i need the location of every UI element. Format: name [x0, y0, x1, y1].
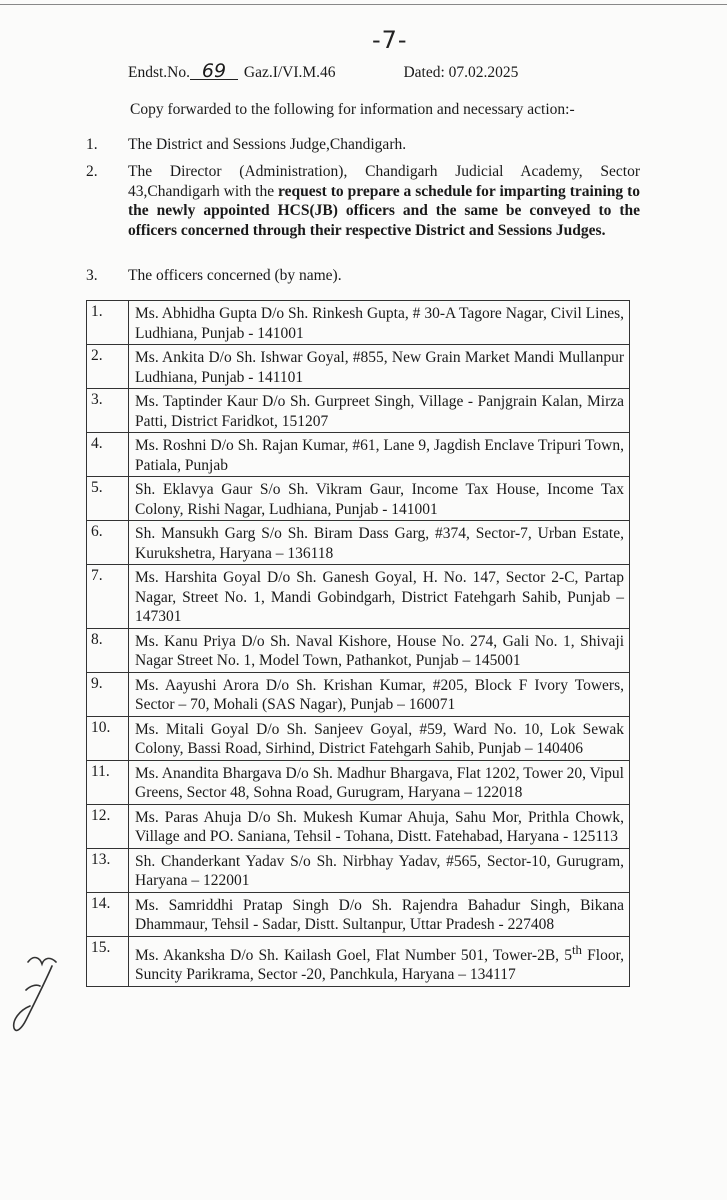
list-item-number: 2. — [86, 163, 98, 180]
officer-address: Ms. Harshita Goyal D/o Sh. Ganesh Goyal, H. No. 147, Sector 2-C, Partap Nagar, Street No. 1, Mandi Gobindgarh, District Fatehgarh Sahib, Punjab – 147301 — [129, 565, 630, 629]
table-row — [87, 848, 630, 892]
endorsement-reference: Gaz.I/VI.M.46 — [243, 64, 336, 81]
list-item-1 — [86, 135, 639, 155]
serial-number: 3. — [87, 389, 129, 433]
list-item-3 — [86, 266, 639, 286]
table-row — [87, 760, 630, 804]
serial-number: 14. — [87, 892, 129, 936]
officer-address: Ms. Roshni D/o Sh. Rajan Kumar, #61, Lane 9, Jagdish Enclave Tripuri Town, Patiala, Punjab — [129, 433, 630, 477]
handwritten-signature — [6, 950, 66, 1040]
serial-number: 1. — [87, 301, 129, 345]
list-item-text: The officers concerned (by name). — [128, 267, 342, 284]
officer-address: Ms. Samriddhi Pratap Singh D/o Sh. Rajendra Bahadur Singh, Bikana Dhammaur, Tehsil - Sadar, Distt. Sultanpur, Uttar Pradesh - 227408 — [129, 892, 630, 936]
officer-address: Sh. Chanderkant Yadav S/o Sh. Nirbhay Yadav, #565, Sector-10, Gurugram, Haryana – 122001 — [129, 848, 630, 892]
table-row — [87, 804, 630, 848]
serial-number: 2. — [87, 345, 129, 389]
dated-value: 07.02.2025 — [448, 64, 519, 81]
officer-address: Ms. Anandita Bhargava D/o Sh. Madhur Bhargava, Flat 1202, Tower 20, Vipul Greens, Sector 48, Sohna Road, Gurugram, Haryana – 122018 — [129, 760, 630, 804]
table-row — [87, 628, 630, 672]
table-row — [87, 892, 630, 936]
serial-number: 4. — [87, 433, 129, 477]
endorsement-prefix: Endst.No. — [128, 64, 190, 81]
serial-number: 12. — [87, 804, 129, 848]
serial-number: 9. — [87, 672, 129, 716]
officer-address-part: Floor, Suncity Parikrama, Sector -20, Panchkula, Haryana – 134117 — [135, 946, 625, 984]
serial-number: 8. — [87, 628, 129, 672]
officer-address: Ms. Abhidha Gupta D/o Sh. Rinkesh Gupta, # 30-A Tagore Nagar, Civil Lines, Ludhiana, Punjab - 141001 — [129, 301, 630, 345]
list-item-2 — [86, 162, 639, 240]
serial-number: 7. — [87, 565, 129, 629]
officer-address — [129, 936, 630, 986]
table-row — [87, 672, 630, 716]
serial-number: 15. — [87, 936, 129, 986]
top-border-line — [0, 4, 727, 5]
table-row — [87, 477, 630, 521]
table-row — [87, 433, 630, 477]
list-item-text: The District and Sessions Judge,Chandigarh. — [128, 136, 407, 153]
page-number: -7- — [372, 26, 408, 54]
officer-address: Sh. Eklavya Gaur S/o Sh. Vikram Gaur, Income Tax House, Income Tax Colony, Rishi Nagar, Ludhiana, Punjab - 141001 — [129, 477, 630, 521]
endorsement-number: 69 — [190, 64, 238, 80]
table-row — [87, 565, 630, 629]
serial-number: 11. — [87, 760, 129, 804]
table-row — [87, 521, 630, 565]
officer-address: Ms. Paras Ahuja D/o Sh. Mukesh Kumar Ahuja, Sahu Mor, Prithla Chowk, Village and PO. Saniana, Tehsil - Tohana, Distt. Fatehabad, Haryana - 125113 — [129, 804, 630, 848]
list-item-number: 1. — [86, 136, 98, 153]
officer-address: Ms. Taptinder Kaur D/o Sh. Gurpreet Singh, Village - Panjgrain Kalan, Mirza Patti, District Faridkot, 151207 — [129, 389, 630, 433]
serial-number: 10. — [87, 716, 129, 760]
officer-address-part: Ms. Akanksha D/o Sh. Kailash Goel, Flat Number 501, Tower-2B, 5 — [135, 946, 572, 964]
officer-address: Sh. Mansukh Garg S/o Sh. Biram Dass Garg, #374, Sector-7, Urban Estate, Kurukshetra, Haryana – 136118 — [129, 521, 630, 565]
officers-table — [86, 300, 630, 987]
serial-number: 6. — [87, 521, 129, 565]
dated-label: Dated: — [403, 64, 445, 81]
list-item-text — [128, 162, 640, 240]
table-row — [87, 936, 630, 986]
list-item-number: 3. — [86, 267, 98, 284]
officer-address: Ms. Kanu Priya D/o Sh. Naval Kishore, House No. 274, Gali No. 1, Shivaji Nagar Street No. 1, Model Town, Pathankot, Punjab – 145001 — [129, 628, 630, 672]
intro-text: Copy forwarded to the following for information and necessary action:- — [130, 101, 575, 118]
ordinal-superscript: th — [571, 941, 582, 957]
table-row — [87, 345, 630, 389]
list-item-text-bold: request to prepare a schedule for imparting training to the newly appointed HCS(JB) officers and the same be conveyed to the officers concerned through their respective District and Sessions Judges. — [128, 182, 640, 239]
table-row — [87, 301, 630, 345]
endorsement-line — [128, 60, 519, 82]
list-item-text-plain: The Director (Administration), Chandigarh Judicial Academy, Sector 43,Chandigarh with the — [128, 163, 640, 200]
officer-address: Ms. Ankita D/o Sh. Ishwar Goyal, #855, New Grain Market Mandi Mullanpur Ludhiana, Punjab - 141101 — [129, 345, 630, 389]
table-row — [87, 389, 630, 433]
officer-address: Ms. Mitali Goyal D/o Sh. Sanjeev Goyal, #59, Ward No. 10, Lok Sewak Colony, Bassi Road, Sirhind, District Fatehgarh Sahib, Punjab – 140406 — [129, 716, 630, 760]
serial-number: 5. — [87, 477, 129, 521]
table-row — [87, 716, 630, 760]
serial-number: 13. — [87, 848, 129, 892]
officer-address: Ms. Aayushi Arora D/o Sh. Krishan Kumar, #205, Block F Ivory Towers, Sector – 70, Mohali (SAS Nagar), Punjab – 160071 — [129, 672, 630, 716]
